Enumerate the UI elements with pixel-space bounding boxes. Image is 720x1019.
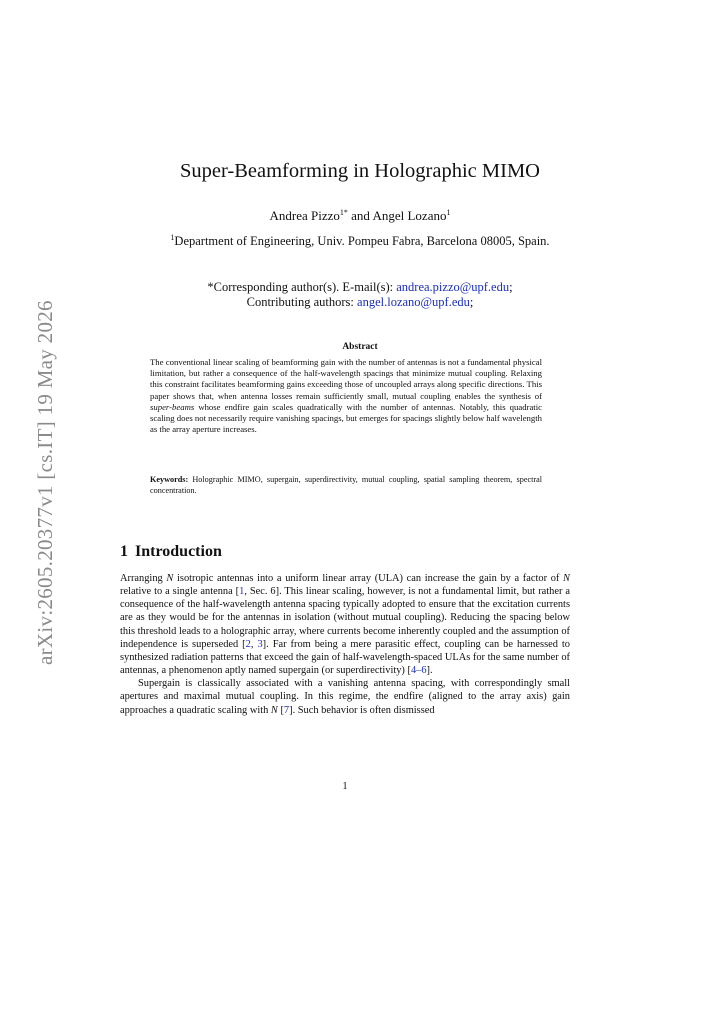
affiliation-text: Department of Engineering, Univ. Pompeu Fabra, Barcelona 08005, Spain. [174, 234, 550, 248]
email-link[interactable]: andrea.pizzo@upf.edu [396, 280, 510, 294]
abstract-text: The conventional linear scaling of beamforming gain with the number of antennas is not a fundamental physical limitation, but rather a consequence of the half-wavelength spacings that minimize mutual coupling. Relaxing this constraint facilitates beamforming gains exceeding those of uncoupled arrays along specific directions. This paper shows that, when antenna losses remain sufficiently small, mutual coupling enables the synthesis of [150, 357, 542, 401]
text: ]. Such behavior is often dismissed [289, 704, 435, 716]
punctuation: ; [509, 280, 513, 294]
keywords [150, 474, 542, 496]
author-name: Angel Lozano [372, 208, 447, 223]
author-list [0, 208, 720, 224]
citation-link[interactable]: 1 [239, 586, 245, 598]
affiliation [0, 234, 720, 249]
math-var: N [166, 573, 174, 584]
corresponding-label: *Corresponding author(s). E-mail(s): [207, 280, 397, 294]
paper-title: Super-Beamforming in Holographic MIMO [180, 160, 540, 182]
math-var: N [563, 573, 570, 584]
section-heading [120, 543, 222, 561]
text: [ [277, 704, 284, 716]
keywords-text: Holographic MIMO, supergain, superdirectivity, mutual coupling, spatial sampling theorem, spectral concentration. [150, 475, 542, 495]
text: Supergain is classically associated with a vanishing antenna spacing, with correspondingly small apertures and maximal mutual coupling. In this regime, the endfire (aligned to the array axis) gain approaches a quadratic scaling with [120, 678, 570, 716]
abstract-emphasis: super-beams [150, 401, 195, 412]
text: Arranging [120, 573, 167, 584]
citation-link[interactable]: 2 [245, 638, 251, 650]
paragraph [120, 572, 570, 677]
abstract-text: whose endfire gain scales quadratically with the number of antennas. Notably, this quadratic scaling does not necessarily require vanishing spacings, but emerges for spacings slightly below half wavelength as the array aperture increases. [150, 401, 542, 435]
citation-link[interactable]: 7 [283, 704, 290, 716]
text: isotropic antennas into a uniform linear array (ULA) can increase the gain by a factor of [173, 573, 564, 584]
section-body [120, 572, 570, 717]
arxiv-stamp: arXiv:2605.20377v1 [cs.IT] 19 May 2026 [33, 300, 57, 665]
text: , Sec. 6]. This linear scaling, however, is not a fundamental limit, but rather a consequence of the half-wavelength antenna spacing typically adopted to ensure that the excitation currents are as they would be for the antennas in isolation (without mutual coupling). Reducing the spacing below this threshold leads to a holographic array, where currents become inherently coupled and the assumption of independence is superseded [ [120, 586, 570, 650]
abstract-body [150, 357, 542, 435]
corresponding-line [0, 280, 720, 295]
text: ]. [426, 665, 433, 677]
contributing-label: Contributing authors: [246, 295, 358, 309]
author-affil-mark: 1* [339, 208, 348, 217]
text: relative to a single antenna [ [120, 586, 240, 598]
citation-link[interactable]: 4–6 [410, 665, 427, 677]
affiliation-mark: 1 [170, 233, 175, 242]
punctuation: ; [469, 295, 474, 309]
author-name: Andrea Pizzo [269, 208, 340, 223]
text: ]. Far from being a mere parasitic effect, coupling can be harnessed to synthesized radiation patterns that exceed the gain of half-wavelength-spaced ULAs for the same number of antennas, a phenomenon aptly named supergain (or superdirectivity) [ [120, 638, 570, 677]
author-affil-mark: 1 [446, 208, 451, 217]
text: , [250, 638, 258, 650]
paragraph [120, 677, 570, 716]
math-var: N [270, 704, 278, 716]
keywords-label: Keywords: [150, 475, 189, 484]
section-number: 1 [120, 543, 128, 560]
abstract-heading: Abstract [342, 342, 378, 352]
email-link[interactable]: angel.lozano@upf.edu [357, 295, 470, 309]
contributing-line [0, 295, 720, 310]
section-title: Introduction [135, 543, 222, 560]
author-connector: and [347, 208, 373, 223]
page-number: 1 [342, 781, 348, 792]
citation-link[interactable]: 3 [257, 638, 263, 650]
correspondence-block [0, 280, 720, 310]
